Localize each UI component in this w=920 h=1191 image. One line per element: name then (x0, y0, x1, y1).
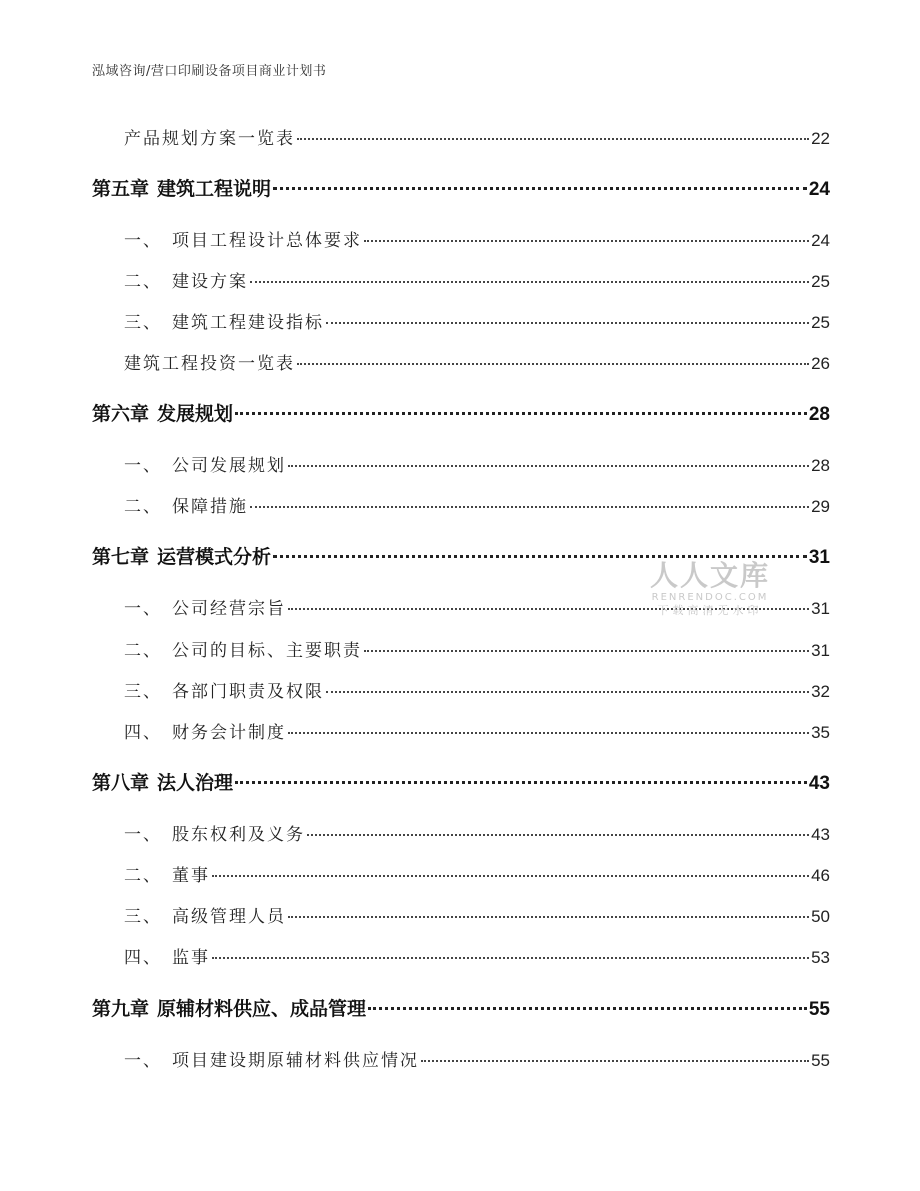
toc-section-number: 一、 (124, 456, 162, 476)
toc-chapter-page: 28 (808, 404, 830, 425)
watermark-url-text: RENRENDOC.COM (651, 592, 769, 603)
dot-leader (326, 691, 809, 693)
toc-chapter[interactable] (92, 768, 830, 792)
toc-entry-page: 22 (811, 129, 830, 148)
toc-chapter-page: 43 (808, 773, 830, 794)
toc-section[interactable] (124, 492, 830, 516)
watermark-tagline-text: 下载高清无水印 (657, 604, 763, 617)
toc-section-page: 24 (811, 231, 830, 250)
toc-chapter-number: 第六章 (92, 403, 150, 425)
toc-entry-page: 26 (811, 354, 830, 373)
toc-section-title: 董事 (172, 866, 210, 886)
dot-leader (364, 650, 809, 652)
toc-section[interactable] (124, 636, 830, 660)
toc-section-number: 一、 (124, 231, 162, 251)
header-rule (92, 86, 828, 87)
toc-section-page: 43 (811, 825, 830, 844)
toc-section-number: 三、 (124, 682, 162, 702)
toc-section-page: 55 (811, 1051, 830, 1070)
toc-section-title: 股东权利及义务 (172, 825, 305, 845)
toc-section[interactable] (124, 677, 830, 701)
toc-section-title: 保障措施 (172, 497, 248, 517)
toc-chapter-number: 第七章 (92, 546, 150, 568)
toc-chapter-number: 第八章 (92, 772, 150, 794)
toc-section[interactable] (124, 308, 830, 332)
toc-section-page: 35 (811, 723, 830, 742)
toc-section-title: 建设方案 (172, 272, 248, 292)
toc-section[interactable] (124, 820, 830, 844)
toc-section-title: 财务会计制度 (172, 723, 286, 743)
dot-leader (326, 322, 809, 324)
toc-section-title: 建筑工程建设指标 (172, 313, 324, 333)
toc-section-title: 公司经营宗旨 (172, 599, 286, 619)
toc-chapter-title: 建筑工程说明 (157, 178, 272, 200)
dot-leader (421, 1060, 809, 1062)
dot-leader (273, 555, 807, 558)
toc-section[interactable] (124, 718, 830, 742)
toc-chapter-page: 55 (808, 999, 830, 1020)
toc-entry-title: 产品规划方案一览表 (124, 129, 295, 149)
toc-chapter-title: 原辅材料供应、成品管理 (157, 998, 367, 1020)
toc-section-page: 25 (811, 272, 830, 291)
dot-leader (288, 465, 809, 467)
toc-chapter[interactable] (92, 399, 830, 423)
toc-section[interactable] (124, 1046, 830, 1070)
toc-section-page: 25 (811, 313, 830, 332)
toc-section-number: 二、 (124, 866, 162, 886)
toc-chapter-page: 24 (808, 179, 830, 200)
toc-chapter-number: 第五章 (92, 178, 150, 200)
document-header: 泓域咨询/营口印刷设备项目商业计划书 (92, 64, 327, 79)
toc-section[interactable] (124, 451, 830, 475)
toc-section-title: 公司的目标、主要职责 (172, 641, 362, 661)
toc-section[interactable] (124, 226, 830, 250)
toc-chapter-title: 法人治理 (157, 772, 234, 794)
dot-leader (307, 834, 809, 836)
toc-entry-title: 建筑工程投资一览表 (124, 354, 295, 374)
dot-leader (250, 281, 809, 283)
toc-section-page: 31 (811, 599, 830, 618)
dot-leader (235, 412, 807, 415)
toc-section-number: 二、 (124, 272, 162, 292)
toc-entry[interactable] (124, 349, 830, 373)
toc-chapter[interactable] (92, 994, 830, 1018)
toc-section-number: 一、 (124, 1051, 162, 1071)
toc-entry[interactable] (124, 124, 830, 148)
toc-section-page: 29 (811, 497, 830, 516)
toc-section[interactable] (124, 267, 830, 291)
toc-section-number: 一、 (124, 599, 162, 619)
toc-section-number: 一、 (124, 825, 162, 845)
toc-section-title: 项目建设期原辅材料供应情况 (172, 1051, 419, 1071)
watermark-logo (640, 560, 780, 618)
dot-leader (212, 875, 809, 877)
dot-leader (235, 781, 807, 784)
toc-section-number: 三、 (124, 907, 162, 927)
toc-section-number: 四、 (124, 723, 162, 743)
watermark-main-text: 人人文库 (649, 559, 770, 592)
toc-section-page: 50 (811, 907, 830, 926)
toc-section-page: 31 (811, 641, 830, 660)
toc-chapter-page: 31 (808, 547, 830, 568)
toc-section-title: 项目工程设计总体要求 (172, 231, 362, 251)
dot-leader (288, 916, 809, 918)
toc-section-number: 三、 (124, 313, 162, 333)
dot-leader (297, 363, 809, 365)
toc-section-title: 高级管理人员 (172, 907, 286, 927)
dot-leader (368, 1007, 807, 1010)
dot-leader (250, 506, 809, 508)
toc-chapter[interactable] (92, 174, 830, 198)
toc-section-number: 四、 (124, 948, 162, 968)
toc-section[interactable] (124, 861, 830, 885)
dot-leader (364, 240, 809, 242)
toc-section-number: 二、 (124, 641, 162, 661)
toc-chapter-title: 发展规划 (157, 403, 234, 425)
toc-chapter-number: 第九章 (92, 998, 150, 1020)
dot-leader (297, 138, 809, 140)
toc-section-page: 32 (811, 682, 830, 701)
toc-section-title: 监事 (172, 948, 210, 968)
dot-leader (273, 187, 807, 190)
toc-chapter-title: 运营模式分析 (157, 546, 272, 568)
toc-section[interactable] (124, 902, 830, 926)
toc-section-page: 28 (811, 456, 830, 475)
dot-leader (212, 957, 809, 959)
toc-section-title: 公司发展规划 (172, 456, 286, 476)
toc-section-number: 二、 (124, 497, 162, 517)
toc-section-title: 各部门职责及权限 (172, 682, 324, 702)
dot-leader (288, 732, 809, 734)
toc-section-page: 53 (811, 948, 830, 967)
toc-section[interactable] (124, 943, 830, 967)
toc-section-page: 46 (811, 866, 830, 885)
